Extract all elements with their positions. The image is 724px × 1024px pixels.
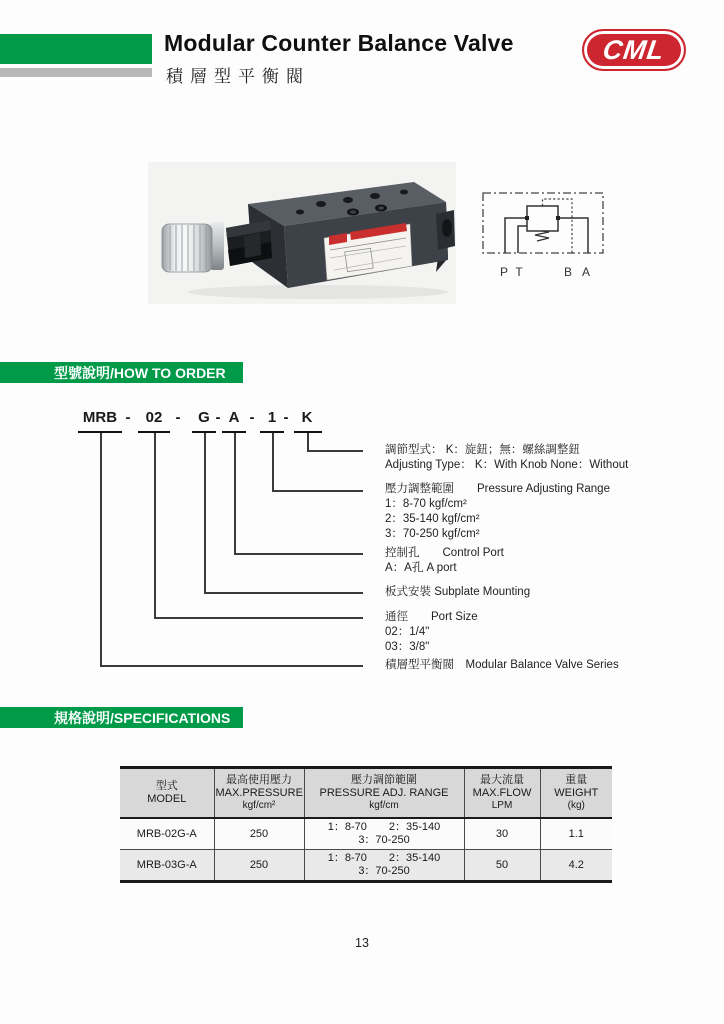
cell-range: 1：8-70 2：35-140 3：70-250 — [304, 850, 464, 882]
code-seg-port-size: 02 — [145, 409, 163, 426]
cell-max-pressure: 250 — [214, 818, 304, 850]
cell-max-pressure: 250 — [214, 850, 304, 882]
leader-line — [204, 592, 363, 594]
annotation-adjusting-type: 調節型式： K：旋鈕；無：螺絲調整鈕 Adjusting Type： K：With Knob None：Without — [385, 444, 629, 471]
code-seg-pressure-range: 1 — [267, 409, 277, 426]
annotation-series: 積層型平衡閥 Modular Balance Valve Series — [385, 659, 619, 671]
leader-line — [272, 490, 363, 492]
cml-logo-icon — [582, 29, 686, 71]
code-dash: - — [249, 409, 255, 426]
code-dash: - — [283, 409, 289, 426]
port-label-t: T — [515, 265, 523, 279]
code-seg-adjusting-type: K — [301, 409, 313, 426]
leader-line — [100, 665, 363, 667]
leader-line — [204, 433, 206, 592]
annotation-port-size: 通徑 Port Size 02：1/4" 03：3/8" — [385, 611, 478, 653]
leader-line — [100, 433, 102, 665]
leader-line — [234, 433, 236, 553]
header-green-bar — [0, 34, 152, 64]
valve-photo-image — [148, 162, 456, 304]
cell-range: 1：8-70 2：35-140 3：70-250 — [304, 818, 464, 850]
code-seg-mounting: G — [198, 409, 210, 426]
cell-model: MRB-02G-A — [120, 818, 214, 850]
cml-logo-text: CML — [601, 34, 667, 65]
annotation-subplate-mounting: 板式安裝 Subplate Mounting — [385, 586, 531, 598]
cell-weight: 1.1 — [540, 818, 612, 850]
hydraulic-symbol-drawing — [475, 185, 615, 260]
port-label-b: B — [563, 265, 572, 279]
port-label-a: A — [581, 265, 590, 279]
leader-line — [307, 450, 363, 452]
header-gray-bar — [0, 68, 152, 77]
cell-max-flow: 50 — [464, 850, 540, 882]
header-max-pressure: 最高使用壓力 MAX.PRESSURE kgf/cm² — [214, 768, 304, 819]
page-number: 13 — [355, 936, 369, 950]
code-dash: - — [215, 409, 221, 426]
leader-line — [154, 433, 156, 617]
hydraulic-symbol — [475, 185, 615, 285]
annotation-pressure-range: 壓力調整範圍 Pressure Adjusting Range 1：8-70 kgf/cm² 2：35-140 kgf/cm² 3：70-250 kgf/cm² — [385, 483, 610, 540]
header-weight: 重量 WEIGHT (kg) — [540, 768, 612, 819]
annotation-control-port: 控制孔 Control Port A：A孔 A port — [385, 547, 504, 574]
cell-model: MRB-03G-A — [120, 850, 214, 882]
leader-line — [307, 433, 309, 450]
how-to-order-banner: 型號說明/HOW TO ORDER — [0, 362, 243, 383]
table-header-row — [120, 768, 612, 819]
leader-line — [234, 553, 363, 555]
cell-weight: 4.2 — [540, 850, 612, 882]
header-max-flow: 最大流量 MAX.FLOW LPM — [464, 768, 540, 819]
specifications-table — [120, 766, 612, 883]
table-row — [120, 818, 612, 850]
code-dash: - — [125, 409, 131, 426]
code-seg-control-port: A — [228, 409, 240, 426]
specifications-banner: 規格說明/SPECIFICATIONS — [0, 707, 243, 728]
page-subtitle: 積層型平衡閥 — [166, 67, 310, 86]
leader-line — [272, 433, 274, 490]
page-title: Modular Counter Balance Valve — [164, 30, 514, 56]
cell-max-flow: 30 — [464, 818, 540, 850]
leader-line — [154, 617, 363, 619]
valve-photo — [148, 162, 456, 304]
header-model: 型式 MODEL — [120, 768, 214, 819]
table-row — [120, 850, 612, 882]
code-dash: - — [175, 409, 181, 426]
header-pressure-adj-range: 壓力調節範圍 PRESSURE ADJ. RANGE kgf/cm — [304, 768, 464, 819]
port-label-p: P — [499, 265, 508, 279]
code-seg-series: MRB — [82, 409, 118, 426]
